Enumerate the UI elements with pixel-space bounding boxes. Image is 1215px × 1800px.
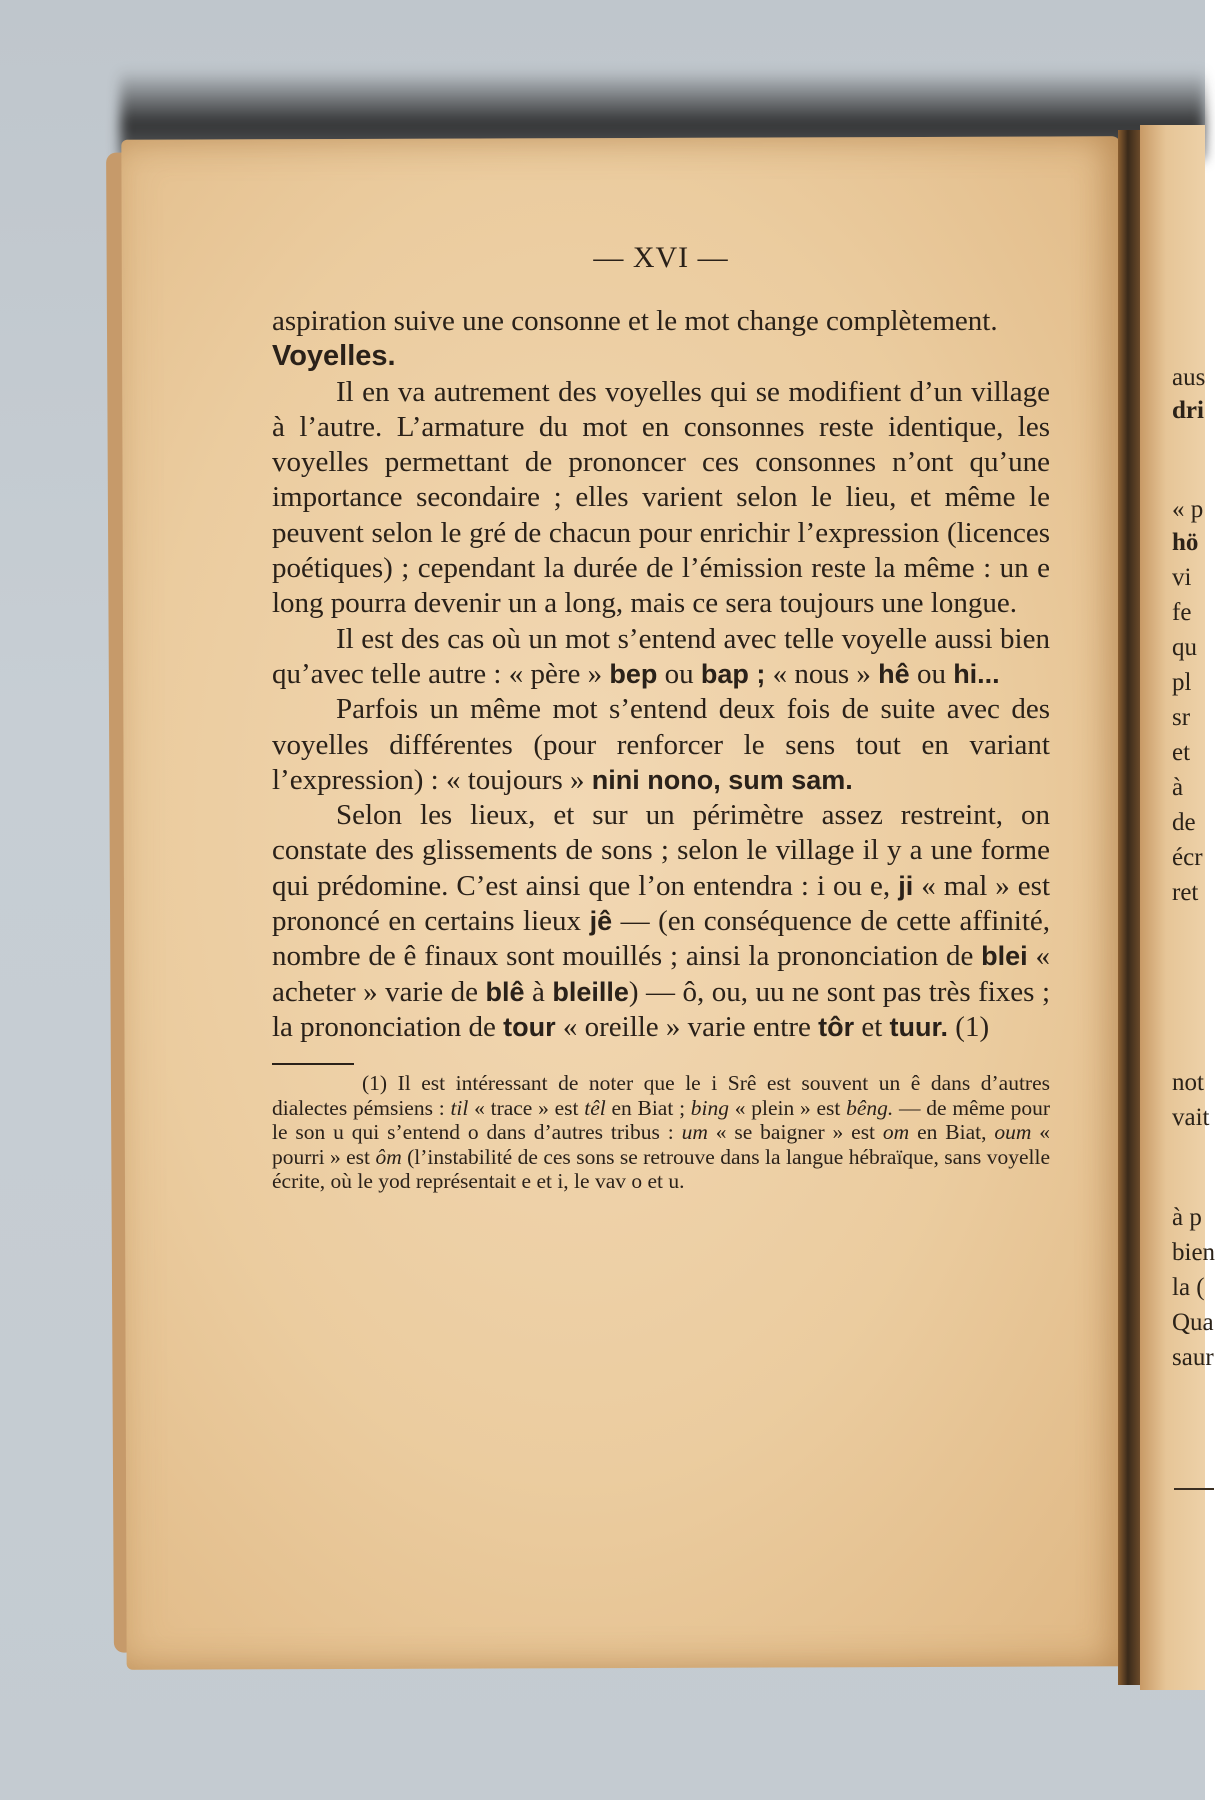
- footnote: [272, 1071, 1050, 1194]
- facing-fragment: vi: [1172, 564, 1192, 591]
- facing-fragment: pl: [1172, 669, 1192, 696]
- bold-term: blê: [485, 976, 525, 1007]
- text-run: « oreille » varie entre: [555, 1010, 819, 1043]
- paragraph-4: [272, 692, 1050, 798]
- italic-term: um: [681, 1120, 708, 1145]
- facing-fragment: vait: [1172, 1104, 1210, 1131]
- text-run: « se baigner » est: [707, 1120, 883, 1145]
- text-run: « mal » est prononcé en certains lieux: [272, 869, 1051, 938]
- italic-term: om: [882, 1120, 910, 1145]
- bold-term: bap ;: [700, 658, 766, 689]
- facing-fragment: à p: [1172, 1204, 1202, 1231]
- paragraph-2: Il en va autrement des voyelles qui se modifient d’un village à l’autre. L’armature du mot en consonnes reste identique, les voyelles permettant de prononcer ces consonnes n’ont qu’une importance secondaire ; elles varient selon le lieu, et même le peuvent selon le gré de chacun pour enrichir l’expression (licences poétiques) ; cependant la durée de l’émission reste la même : un e long pourra devenir un a long, mais ce sera toujours une longue.: [272, 375, 1050, 620]
- bold-term: blei: [981, 941, 1028, 972]
- paragraph-5: [272, 798, 1050, 1045]
- text-run: « acheter » varie de: [272, 940, 1050, 1008]
- bold-term: tour: [503, 1011, 556, 1042]
- italic-term: til: [450, 1095, 469, 1120]
- paragraph-3: [272, 622, 1050, 693]
- facing-fragment: sr: [1172, 704, 1191, 731]
- text-run: à: [524, 975, 553, 1008]
- facing-fragment: dri: [1172, 397, 1204, 424]
- italic-term: bing: [690, 1095, 730, 1120]
- text-run: Selon les lieux, et sur un périmètre assez restreint, on constate des glissements de sons ; selon le village il y a une forme qui prédomine. C’est ainsi que l’on entendra : i ou e,: [272, 799, 1050, 902]
- text-run: (l’instabilité de ces sons se retrouve dans la langue hébraïque, sans voyelle écrite, où le yod représentait e et i, le vav o et u.: [272, 1144, 1050, 1194]
- book-gutter: [1118, 130, 1140, 1685]
- section-heading: Voyelles.: [272, 340, 396, 373]
- facing-fragment: bien: [1172, 1239, 1215, 1266]
- italic-term: oum: [994, 1120, 1032, 1145]
- text-run: Parfois un même mot s’entend deux fois de suite avec des voyelles différentes (pour renforcer le sens tout en variant l’expression) : « toujours »: [272, 693, 1050, 796]
- facing-fragment: la (: [1172, 1274, 1205, 1301]
- text-run: — de même pour le son u qui s’entend o dans d’autres tribus :: [272, 1095, 1050, 1145]
- paragraph-1: aspiration suive une consonne et le mot change complètement.: [272, 305, 998, 337]
- italic-term: têl: [584, 1095, 606, 1120]
- facing-fragment: ret: [1172, 879, 1199, 906]
- text-run: ou: [909, 657, 954, 690]
- bold-term: bleille: [552, 976, 629, 1007]
- facing-page: [1140, 125, 1215, 1690]
- text-run: « trace » est: [468, 1095, 585, 1120]
- facing-fragment: qu: [1172, 634, 1197, 661]
- facing-fragment: hö: [1172, 529, 1199, 556]
- text-run: Il est des cas où un mot s’entend avec telle voyelle aussi bien qu’avec telle autre : « père »: [272, 622, 1050, 690]
- text-run: « nous »: [765, 657, 879, 690]
- facing-fragment: à: [1172, 774, 1184, 801]
- page-text: [272, 240, 1050, 1194]
- facing-fragment: et: [1172, 739, 1191, 766]
- facing-fragment: not: [1172, 1069, 1204, 1096]
- bold-term: bep: [609, 658, 658, 689]
- facing-fragment: écr: [1172, 844, 1203, 871]
- bold-term: jê: [589, 906, 613, 937]
- text-run: « plein » est: [729, 1095, 847, 1120]
- bold-term: hi...: [953, 658, 1000, 689]
- body-text: [272, 304, 1050, 1045]
- text-run: (1): [948, 1010, 990, 1043]
- bold-term: hê: [878, 658, 910, 689]
- page-number: — XVI —: [593, 241, 729, 274]
- bold-term: tuur.: [889, 1011, 949, 1042]
- text-run: ou: [657, 657, 701, 690]
- footnote-rule: [272, 1063, 354, 1065]
- text-run: (1) Il est intéressant de noter que le i Srê est souvent un ê dans d’autres dialectes pémsiens :: [272, 1071, 1050, 1120]
- facing-footnote-rule: [1174, 1488, 1214, 1490]
- text-run: en Biat ;: [605, 1095, 691, 1120]
- text-run: — (en conséquence de cette affinité, nombre de ê finaux sont mouillés ; ainsi la prononciation de: [272, 905, 1050, 973]
- facing-fragment: Qua: [1172, 1309, 1214, 1336]
- text-run: ) — ô, ou, uu ne sont pas très fixes ; la prononciation de: [272, 975, 1051, 1043]
- facing-fragment: aus: [1172, 364, 1206, 391]
- text-run: en Biat,: [909, 1120, 995, 1145]
- bold-term: tôr: [818, 1011, 855, 1042]
- facing-fragment: de: [1172, 809, 1196, 836]
- italic-term: bêng.: [846, 1095, 894, 1120]
- italic-term: ôm: [375, 1144, 402, 1169]
- text-run: « pourri » est: [272, 1120, 1051, 1169]
- footnote-text: [272, 1071, 1050, 1194]
- bold-term: ji: [898, 870, 914, 901]
- bold-term: nini nono, sum sam.: [591, 764, 853, 795]
- facing-fragment: fe: [1172, 599, 1192, 626]
- facing-fragment: « p: [1172, 496, 1204, 523]
- text-run: et: [854, 1010, 890, 1043]
- facing-fragment: saur: [1172, 1344, 1214, 1371]
